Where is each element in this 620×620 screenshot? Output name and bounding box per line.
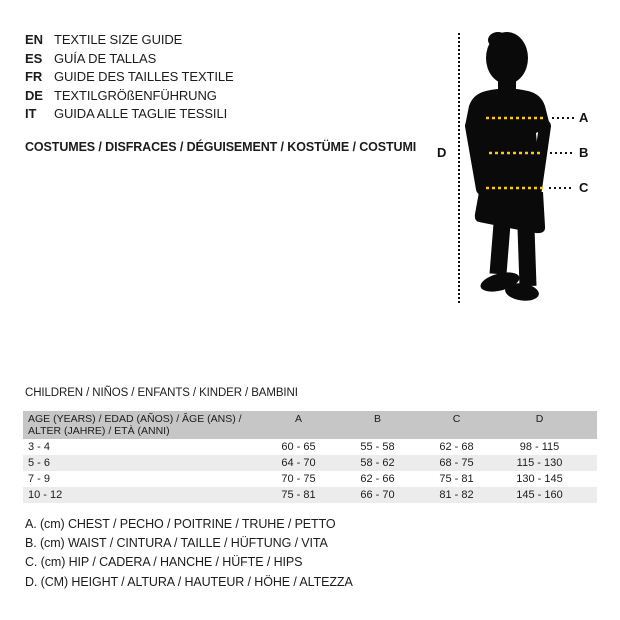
height-note: D. (CM) HEIGHT / ALTURA / HAUTEUR / HÖHE / ALTEZZA <box>25 574 353 589</box>
waist-note: B. (cm) WAIST / CINTURA / TAILLE / HÜFTUNG / VITA <box>25 536 328 551</box>
hip-cell: 75 - 81 <box>439 473 474 485</box>
waist-cell: 66 - 70 <box>360 489 395 501</box>
age-cell: 7 - 9 <box>28 473 51 485</box>
language-label: TEXTILGRÖßENFÜHRUNG <box>54 87 217 103</box>
age-header-line1: AGE (YEARS) / EDAD (AÑOS) / ÂGE (ANS) / <box>28 413 242 425</box>
language-label: GUIDA ALLE TAGLIE TESSILI <box>54 106 228 122</box>
hip-cell: 68 - 75 <box>439 457 474 469</box>
language-code: DE <box>25 87 43 103</box>
size-table <box>23 411 597 503</box>
column-header-d: D <box>535 413 544 425</box>
table-row <box>23 439 597 455</box>
age-cell: 3 - 4 <box>28 441 51 453</box>
language-row <box>25 31 234 50</box>
table-header-row <box>23 411 597 439</box>
age-cell: 10 - 12 <box>28 489 63 501</box>
language-label: TEXTILE SIZE GUIDE <box>54 32 183 47</box>
silhouette-right-arm <box>536 126 545 189</box>
hip-cell: 81 - 82 <box>439 489 474 501</box>
category-heading: COSTUMES / DISFRACES / DÉGUISEMENT / KOSTÜME / COSTUMI <box>25 140 417 154</box>
height-measure-line <box>458 33 460 303</box>
age-cell: 5 - 6 <box>28 457 51 469</box>
column-header-b: B <box>373 413 381 425</box>
language-list <box>25 31 234 124</box>
height-cell: 115 - 130 <box>516 457 563 469</box>
waist-cell: 58 - 62 <box>360 457 395 469</box>
hip-cell: 62 - 68 <box>439 441 474 453</box>
language-code: EN <box>25 32 43 47</box>
hip-note: C. (cm) HIP / CADERA / HANCHE / HÜFTE / HIPS <box>25 555 303 570</box>
language-code: IT <box>25 106 37 122</box>
hip-label: C <box>579 180 589 195</box>
language-label: GUÍA DE TALLAS <box>54 50 157 66</box>
waist-cell: 55 - 58 <box>360 441 395 453</box>
silhouette-left-leg <box>498 224 502 274</box>
language-code: ES <box>25 50 43 66</box>
language-row <box>25 87 234 106</box>
height-cell: 98 - 115 <box>519 441 560 453</box>
waist-label: B <box>579 145 589 160</box>
age-header-line2: ALTER (JAHRE) / ETÀ (ANNI) <box>28 425 170 437</box>
table-row <box>23 471 597 487</box>
chest-label: A <box>579 110 589 125</box>
silhouette-right-leg <box>526 228 528 286</box>
column-header-a: A <box>294 413 302 425</box>
language-label: GUIDE DES TAILLES TEXTILE <box>54 69 234 85</box>
language-row <box>25 68 234 87</box>
chest-note: A. (cm) CHEST / PECHO / POITRINE / TRUHE / PETTO <box>25 517 336 531</box>
measurement-notes <box>25 515 353 592</box>
language-code: FR <box>25 69 43 85</box>
chest-cell: 64 - 70 <box>281 457 316 469</box>
table-row <box>23 487 597 503</box>
child-silhouette-figure <box>462 28 602 308</box>
height-label: D <box>437 145 447 160</box>
column-header-c: C <box>452 413 461 425</box>
chest-cell: 70 - 75 <box>281 473 316 485</box>
language-row <box>25 105 234 124</box>
chest-cell: 60 - 65 <box>281 441 316 453</box>
height-cell: 145 - 160 <box>516 489 563 501</box>
waist-cell: 62 - 66 <box>360 473 395 485</box>
language-row <box>25 50 234 69</box>
chest-cell: 75 - 81 <box>281 489 316 501</box>
height-cell: 130 - 145 <box>516 473 563 485</box>
table-row <box>23 455 597 471</box>
age-column-header <box>23 411 259 439</box>
size-table-title: CHILDREN / NIÑOS / ENFANTS / KINDER / BAMBINI <box>25 387 298 399</box>
